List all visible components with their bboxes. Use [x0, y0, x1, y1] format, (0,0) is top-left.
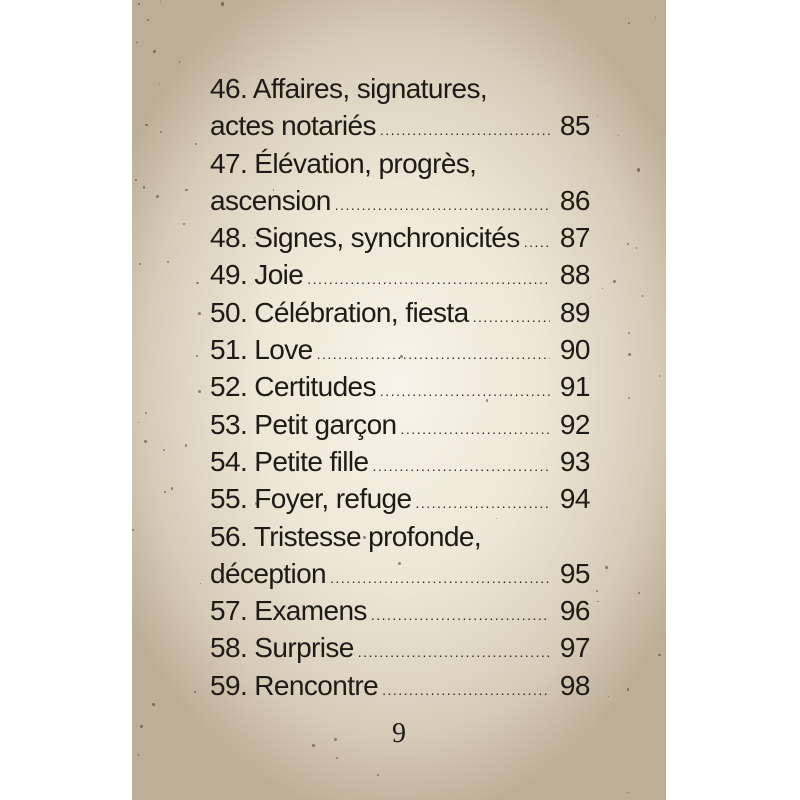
paper-speck: [163, 449, 165, 451]
dot-leader: [358, 634, 550, 671]
toc-entry-line: [210, 406, 590, 443]
paper-speck: [164, 491, 165, 492]
dot-leader: [524, 224, 550, 261]
paper-speck: [156, 195, 159, 198]
paper-speck: [198, 312, 201, 315]
paper-speck: [144, 440, 147, 443]
toc-entry-line: [210, 480, 590, 517]
book-page: [132, 0, 666, 800]
paper-speck: [136, 42, 138, 44]
paper-speck: [160, 131, 162, 133]
paper-speck: [336, 757, 338, 759]
toc-entry-line: [210, 70, 590, 107]
paper-speck: [185, 444, 188, 447]
toc-entry-title: 46. Affaires, signatures,: [210, 73, 488, 104]
toc-entry-page: 94: [559, 483, 590, 515]
toc-entry-title: 57. Examens: [210, 595, 367, 627]
toc-entry-title: 53. Petit garçon: [210, 408, 397, 440]
paper-speck: [196, 282, 198, 284]
paper-speck: [145, 124, 148, 127]
toc-entry-page: 98: [559, 669, 590, 701]
paper-speck: [167, 261, 169, 263]
paper-speck: [171, 487, 173, 489]
paper-speck: [200, 583, 201, 584]
paper-speck: [642, 295, 643, 296]
toc-entry-title: 47. Élévation, progrès,: [210, 147, 477, 179]
toc-entry-page: 95: [559, 557, 590, 589]
toc-entry-page: 90: [559, 334, 590, 366]
paper-speck: [627, 243, 629, 245]
paper-speck: [658, 654, 660, 656]
toc-entry-line: [210, 294, 590, 331]
paper-speck: [159, 84, 160, 85]
toc-entry-line: [210, 256, 590, 293]
paper-speck: [628, 22, 630, 24]
paper-speck: [147, 19, 149, 21]
toc-entry-title: 58. Surprise: [210, 632, 354, 664]
toc-entry-title: 49. Joie: [210, 259, 304, 291]
paper-speck: [145, 412, 147, 414]
paper-speck: [132, 529, 134, 531]
paper-speck: [152, 703, 155, 706]
toc-entry-title: 52. Certitudes: [210, 371, 376, 403]
toc-entry-line: [210, 555, 590, 592]
toc-entry-title: 59. Rencontre: [210, 669, 379, 701]
toc-entry-page: 87: [559, 222, 590, 254]
paper-speck: [597, 601, 599, 603]
paper-speck: [377, 774, 379, 776]
paper-speck: [153, 50, 156, 53]
paper-speck: [636, 247, 637, 248]
paper-speck: [160, 1, 161, 2]
toc-entry-title: 48. Signes, synchronicités: [210, 222, 520, 254]
toc-entry-title: 50. Célébration, fiesta: [210, 296, 469, 328]
toc-entry-title: 54. Petite fille: [210, 445, 369, 477]
toc-entry-line: [210, 592, 590, 629]
toc-entry-title: actes notariés: [210, 110, 376, 142]
paper-speck: [138, 422, 139, 423]
toc-entry-line: [210, 667, 590, 704]
paper-speck: [638, 592, 640, 594]
toc-entry-title: déception: [210, 557, 327, 589]
paper-speck: [135, 179, 137, 181]
toc-entry-page: 93: [559, 445, 590, 477]
paper-speck: [627, 688, 629, 690]
paper-speck: [221, 2, 224, 5]
toc-entry-title: 51. Love: [210, 334, 313, 366]
paper-speck: [628, 353, 631, 356]
paper-speck: [185, 189, 187, 191]
paper-speck: [618, 135, 619, 136]
paper-speck: [628, 332, 631, 335]
paper-speck: [198, 390, 201, 393]
paper-speck: [138, 3, 140, 5]
toc-entry-title: 55. Foyer, refuge: [210, 483, 412, 515]
paper-speck: [602, 288, 603, 289]
paper-speck: [655, 17, 656, 18]
toc-entry-page: 91: [559, 371, 590, 403]
paper-speck: [613, 280, 616, 283]
toc-entry-line: [210, 368, 590, 405]
toc-entry-page: 86: [559, 184, 590, 216]
toc-entry-line: [210, 518, 590, 555]
paper-speck: [183, 223, 185, 225]
toc-entry-title: ascension: [210, 184, 331, 216]
toc-entry-line: [210, 219, 590, 256]
toc-entry-line: [210, 331, 590, 368]
toc-entry-page: 96: [559, 595, 590, 627]
toc-entry-line: [210, 107, 590, 144]
paper-speck: [139, 263, 141, 265]
dot-leader: [380, 373, 550, 410]
paper-speck: [179, 61, 180, 62]
dot-leader: [401, 411, 550, 448]
toc-entry-title: 56. Tristesse profonde,: [210, 520, 482, 552]
paper-speck: [637, 168, 640, 171]
toc-entry-page: 97: [559, 632, 590, 664]
paper-speck: [608, 696, 609, 697]
paper-speck: [659, 375, 661, 377]
paper-speck: [605, 566, 608, 569]
paper-speck: [596, 590, 598, 592]
paper-speck: [627, 792, 628, 793]
paper-speck: [138, 754, 139, 755]
page-number: 9: [392, 718, 406, 749]
toc-entry-line: [210, 182, 590, 219]
paper-speck: [194, 691, 196, 693]
toc-entry-page: 92: [559, 408, 590, 440]
toc-entry-line: [210, 145, 590, 182]
toc-entry-page: 89: [559, 296, 590, 328]
toc-entry-page: 85: [559, 110, 590, 142]
paper-speck: [195, 143, 197, 145]
dot-leader: [473, 299, 550, 336]
toc-entry-line: [210, 629, 590, 666]
toc-entry-page: 88: [559, 259, 590, 291]
paper-speck: [597, 115, 599, 117]
toc-entry-line: [210, 443, 590, 480]
paper-speck: [143, 186, 146, 189]
paper-speck: [196, 355, 197, 356]
table-of-contents: [210, 70, 590, 704]
dot-leader: [371, 597, 550, 634]
dot-leader: [382, 672, 550, 709]
paper-speck: [628, 397, 630, 399]
